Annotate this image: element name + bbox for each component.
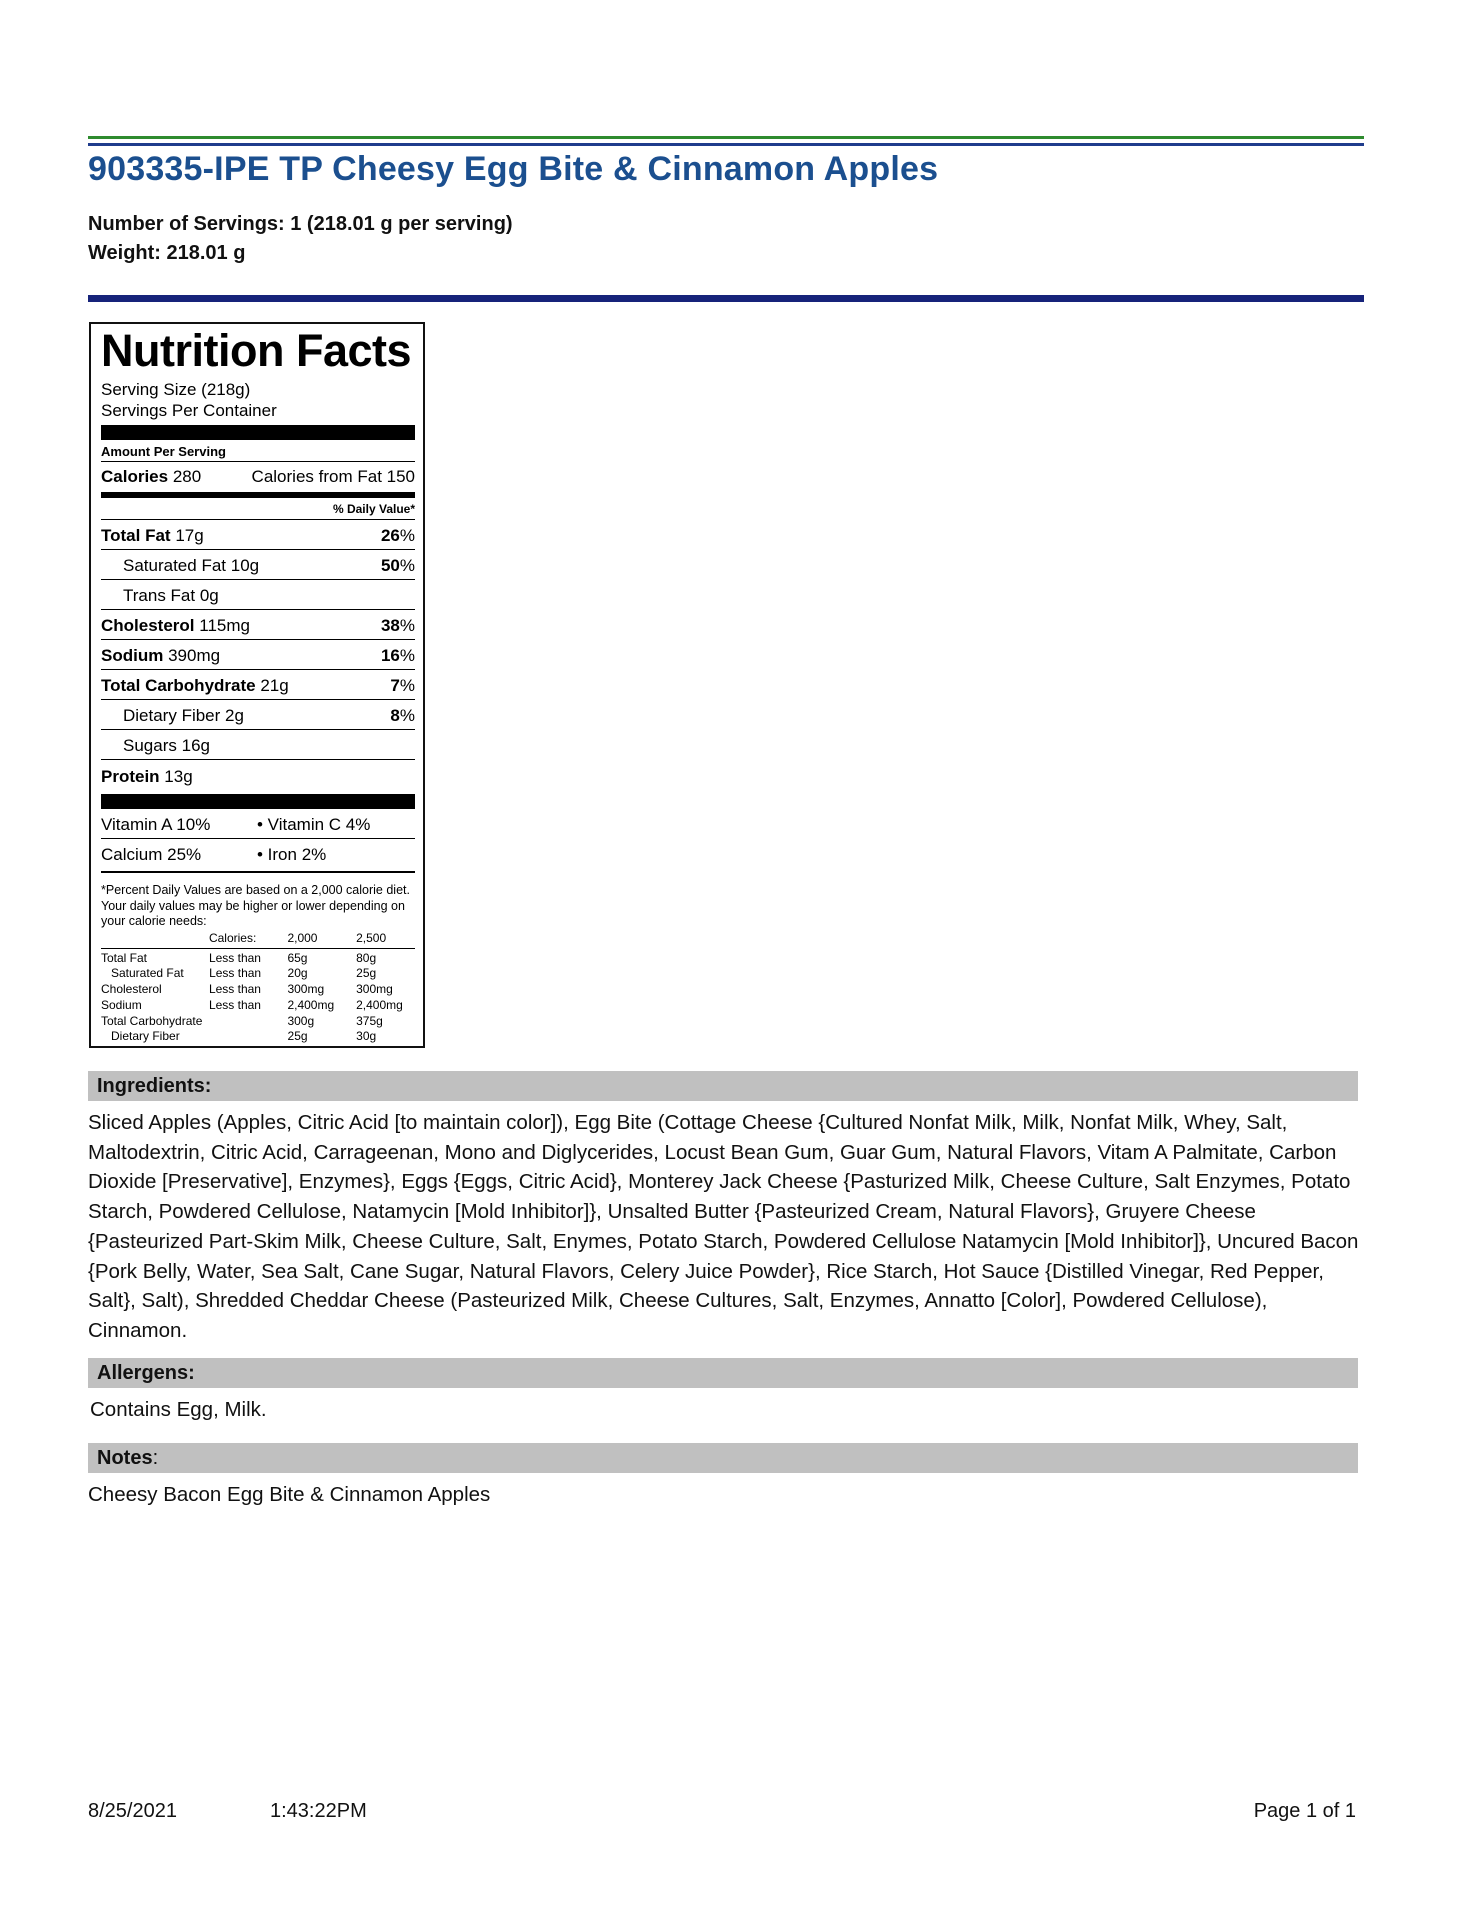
allergens-heading: Allergens: — [88, 1358, 1358, 1388]
calories-label: Calories — [101, 467, 169, 486]
servings-line: Number of Servings: 1 (218.01 g per serving) — [88, 213, 513, 235]
footnote-header — [101, 930, 415, 946]
notes-text: Cheesy Bacon Egg Bite & Cinnamon Apples — [88, 1483, 491, 1506]
footnote-row: Saturated Fat Less than 20g 25g — [111, 966, 377, 981]
divider-thick — [101, 794, 415, 809]
nutrient-dv: 38 — [380, 616, 400, 635]
footer-date: 8/25/2021 — [88, 1800, 177, 1822]
vitamin-row — [101, 809, 415, 839]
footer-time: 1:43:22PM — [270, 1800, 367, 1822]
nutrient-label: Dietary Fiber — [123, 706, 221, 725]
footnote-row: Dietary Fiber 25g 30g — [111, 1029, 377, 1044]
nutrition-facts-label — [89, 322, 425, 1048]
footer-page: Page 1 of 1 — [1253, 1800, 1356, 1822]
nutrient-row — [101, 640, 415, 670]
nutrient-amount: 13g — [164, 767, 193, 786]
ingredients-text: Sliced Apples (Apples, Citric Acid [to maintain color]), Egg Bite (Cottage Cheese {Cultured Nonfat Milk, Milk, Nonfat Milk, Whey, Salt, Maltodextrin, Citric Acid, Carrageenan, Mono and Diglycerides, Locust Bean Gum, Guar Gum, Natural Flavors, Vitam A Palmitate, Carbon Dioxide [Preservative], Enzymes}, Eggs {Eggs, Citric Acid}, Monterey Jack Cheese {Pasturized Milk, Cheese Culture, Salt Enzymes, Potato Starch, Powdered Cellulose, Natamycin [Mold Inhibitor]}, Unsalted Butter {Pasteurized Cream, Natural Flavors}, Gruyere Cheese {Pasteurized Part-Skim Milk, Cheese Culture, Salt, Enymes, Potato Starch, Powdered Cellulose Natamycin [Mold Inhibitor]}, Uncured Bacon {Pork Belly, Water, Sea Salt, Cane Sugar, Natural Flavors, Celery Juice Powder}, Rice Starch, Hot Sauce {Distilled Vinegar, Red Pepper, Salt}, Salt), Shredded Cheddar Cheese (Pasteurized Milk, Cheese Cultures, Salt, Enzymes, Annatto [Color], Powdered Cellulose), Cinnamon. — [88, 1111, 1359, 1342]
col-2500: 2,500 — [356, 930, 387, 945]
nutrient-label: Trans Fat — [123, 586, 196, 605]
daily-value-footnote: *Percent Daily Values are based on a 2,000 calorie diet. Your daily values may be higher or lower depending on your calorie needs: — [101, 883, 410, 928]
ingredients-heading: Ingredients: — [88, 1071, 1358, 1101]
percent-sign: % — [399, 706, 415, 725]
nutrient-amount: 115mg — [199, 616, 250, 635]
percent-sign: % — [399, 676, 415, 695]
mineral-row — [101, 839, 415, 873]
header-rule-green — [88, 136, 1364, 139]
weight-line: Weight: 218.01 g — [88, 242, 246, 264]
nutrient-amount: 21g — [260, 676, 289, 695]
daily-value-header: % Daily Value* — [101, 498, 415, 520]
calcium: Calcium 25% — [101, 845, 202, 864]
nutrient-amount: 10g — [230, 556, 260, 575]
notes-heading — [88, 1443, 1358, 1473]
nutrient-label: Cholesterol — [101, 616, 195, 635]
nutrient-amount: 17g — [175, 526, 204, 545]
footnote-row: Cholesterol Less than 300mg 300mg — [101, 982, 393, 997]
nutrient-row — [101, 580, 415, 610]
nutrient-row — [101, 700, 415, 730]
nutrient-dv: 16 — [380, 646, 400, 665]
notes-colon: : — [152, 1447, 159, 1469]
footnote-row: Sodium Less than 2,400mg 2,400mg — [101, 997, 403, 1012]
percent-sign: % — [399, 646, 415, 665]
nutrition-facts-title: Nutrition Facts — [101, 325, 412, 376]
header-rule-blue — [88, 143, 1364, 146]
calories-from-fat: Calories from Fat 150 — [251, 467, 415, 486]
nutrient-label: Protein — [101, 767, 160, 786]
nutrient-label: Saturated Fat — [123, 556, 227, 575]
page-title: 903335-IPE TP Cheesy Egg Bite & Cinnamon Apples — [88, 150, 939, 188]
calories-col: Calories: — [208, 930, 257, 945]
nutrient-dv: 26 — [380, 526, 400, 545]
vitamin-c: • Vitamin C 4% — [257, 815, 371, 834]
servings-per-container: Servings Per Container — [101, 401, 277, 420]
nutrient-row — [101, 760, 415, 790]
nutrient-label: Sodium — [101, 646, 164, 665]
nutrient-dv: 8 — [390, 706, 400, 725]
percent-sign: % — [399, 526, 415, 545]
nutrient-amount: 2g — [225, 706, 244, 725]
header-divider — [88, 295, 1364, 302]
col-2000: 2,000 — [287, 930, 318, 945]
allergens-text: Contains Egg, Milk. — [90, 1398, 267, 1421]
nutrient-row — [101, 610, 415, 640]
amount-per-serving: Amount Per Serving — [101, 440, 415, 462]
nutrient-amount: 0g — [199, 586, 219, 605]
nutrient-row — [101, 730, 415, 760]
nutrient-amount: 390mg — [168, 646, 221, 665]
nutrient-dv: 7 — [390, 676, 400, 695]
vitamin-a: Vitamin A 10% — [101, 815, 211, 834]
notes-label: Notes — [97, 1447, 153, 1469]
nutrient-label: Sugars — [123, 736, 177, 755]
percent-sign: % — [399, 616, 415, 635]
footnote-table — [101, 948, 415, 1046]
nutrient-label: Total Carbohydrate — [101, 676, 256, 695]
nutrient-row — [101, 670, 415, 700]
footnote-row: Total Fat Less than 65g 80g — [101, 950, 377, 965]
iron: • Iron 2% — [257, 845, 327, 864]
footnote-row: Total Carbohydrate 300g 375g — [101, 1013, 383, 1028]
percent-sign: % — [399, 556, 415, 575]
nutrient-dv: 50 — [380, 556, 400, 575]
nutrient-label: Total Fat — [101, 526, 171, 545]
serving-size: Serving Size (218g) — [101, 380, 251, 399]
nutrient-amount: 16g — [181, 736, 210, 755]
nutrient-row — [101, 520, 415, 550]
calories-row — [101, 462, 415, 492]
nutrient-row — [101, 550, 415, 580]
divider-thick — [101, 425, 415, 440]
calories-value: 280 — [172, 467, 202, 486]
